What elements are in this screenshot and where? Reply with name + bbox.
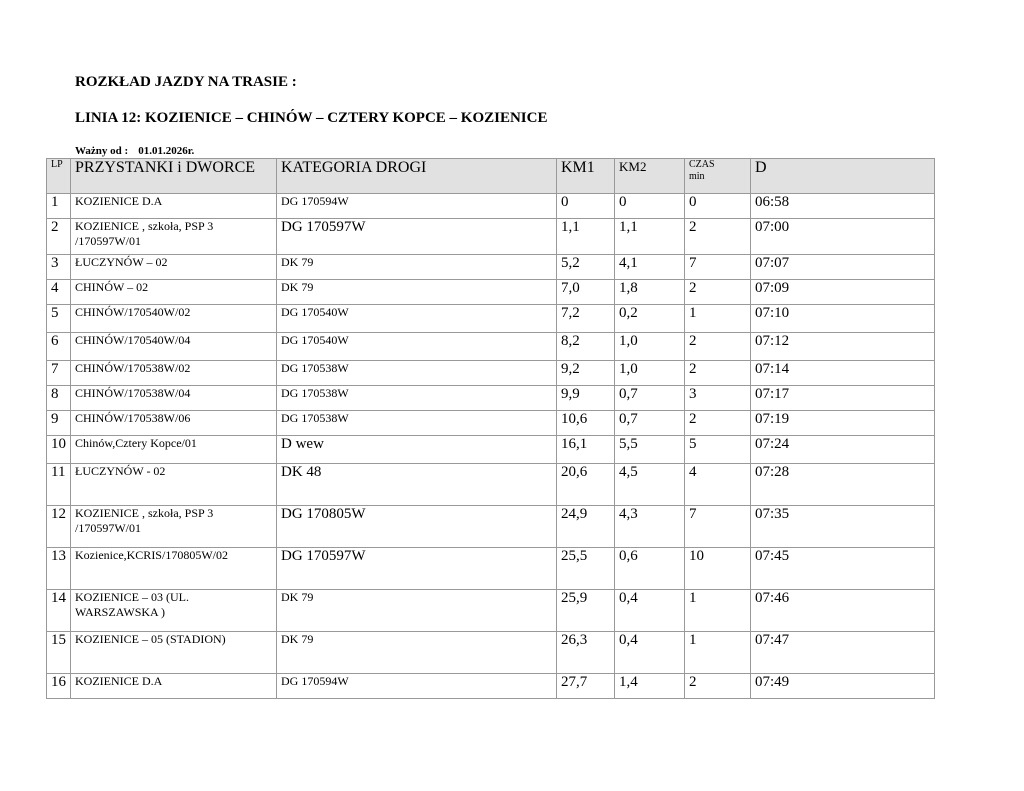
row-lp: 10 bbox=[47, 436, 71, 464]
row-czas: 2 bbox=[685, 219, 751, 255]
row-stop: Chinów,Cztery Kopce/01 bbox=[71, 436, 277, 464]
row-lp: 14 bbox=[47, 590, 71, 632]
row-stop: CHINÓW/170540W/02 bbox=[71, 305, 277, 333]
row-category: DG 170597W bbox=[277, 219, 557, 255]
row-stop: KOZIENICE – 03 (UL. WARSZAWSKA ) bbox=[71, 590, 277, 632]
row-category: DG 170594W bbox=[277, 674, 557, 699]
row-km2: 0,4 bbox=[615, 590, 685, 632]
row-departure: 07:00 bbox=[751, 219, 935, 255]
row-czas: 1 bbox=[685, 632, 751, 674]
row-stop: CHINÓW/170540W/04 bbox=[71, 333, 277, 361]
table-row bbox=[47, 548, 935, 590]
table-row bbox=[47, 305, 935, 333]
table-row bbox=[47, 255, 935, 280]
row-km1: 20,6 bbox=[557, 464, 615, 506]
row-czas: 2 bbox=[685, 280, 751, 305]
row-departure: 07:35 bbox=[751, 506, 935, 548]
row-departure: 07:24 bbox=[751, 436, 935, 464]
row-czas: 2 bbox=[685, 674, 751, 699]
row-departure: 07:09 bbox=[751, 280, 935, 305]
row-stop: ŁUCZYNÓW - 02 bbox=[71, 464, 277, 506]
row-km2: 1,0 bbox=[615, 333, 685, 361]
row-stop: KOZIENICE , szkoła, PSP 3 /170597W/01 bbox=[71, 506, 277, 548]
row-departure: 07:28 bbox=[751, 464, 935, 506]
row-czas: 3 bbox=[685, 386, 751, 411]
row-departure: 07:14 bbox=[751, 361, 935, 386]
row-departure: 06:58 bbox=[751, 194, 935, 219]
column-header-czas bbox=[685, 159, 751, 194]
row-departure: 07:45 bbox=[751, 548, 935, 590]
row-km1: 10,6 bbox=[557, 411, 615, 436]
row-lp: 5 bbox=[47, 305, 71, 333]
row-km1: 25,5 bbox=[557, 548, 615, 590]
row-departure: 07:47 bbox=[751, 632, 935, 674]
valid-date: 01.01.2026r. bbox=[138, 145, 195, 157]
row-czas: 7 bbox=[685, 255, 751, 280]
column-header-km2: KM2 bbox=[615, 159, 685, 194]
row-km2: 5,5 bbox=[615, 436, 685, 464]
row-category: DK 79 bbox=[277, 280, 557, 305]
table-row bbox=[47, 280, 935, 305]
table-header-row bbox=[47, 159, 935, 194]
row-km2: 1,0 bbox=[615, 361, 685, 386]
row-category: DG 170805W bbox=[277, 506, 557, 548]
row-lp: 1 bbox=[47, 194, 71, 219]
row-category: DG 170538W bbox=[277, 386, 557, 411]
row-stop: KOZIENICE – 05 (STADION) bbox=[71, 632, 277, 674]
row-km1: 16,1 bbox=[557, 436, 615, 464]
row-czas: 2 bbox=[685, 361, 751, 386]
row-km2: 0 bbox=[615, 194, 685, 219]
column-header-stops: PRZYSTANKI i DWORCE bbox=[71, 159, 277, 194]
row-km2: 4,5 bbox=[615, 464, 685, 506]
row-departure: 07:17 bbox=[751, 386, 935, 411]
row-km2: 4,1 bbox=[615, 255, 685, 280]
row-stop: KOZIENICE D.A bbox=[71, 674, 277, 699]
schedule-table bbox=[46, 158, 935, 699]
row-km2: 0,7 bbox=[615, 386, 685, 411]
row-stop: ŁUCZYNÓW – 02 bbox=[71, 255, 277, 280]
row-departure: 07:19 bbox=[751, 411, 935, 436]
row-stop: CHINÓW/170538W/02 bbox=[71, 361, 277, 386]
row-lp: 9 bbox=[47, 411, 71, 436]
row-czas: 7 bbox=[685, 506, 751, 548]
row-lp: 4 bbox=[47, 280, 71, 305]
row-czas: 2 bbox=[685, 411, 751, 436]
row-km1: 8,2 bbox=[557, 333, 615, 361]
row-category: DG 170540W bbox=[277, 333, 557, 361]
row-lp: 12 bbox=[47, 506, 71, 548]
table-row bbox=[47, 411, 935, 436]
row-km1: 27,7 bbox=[557, 674, 615, 699]
row-km2: 0,6 bbox=[615, 548, 685, 590]
row-lp: 2 bbox=[47, 219, 71, 255]
row-departure: 07:07 bbox=[751, 255, 935, 280]
row-stop: KOZIENICE , szkoła, PSP 3 /170597W/01 bbox=[71, 219, 277, 255]
row-lp: 8 bbox=[47, 386, 71, 411]
row-departure: 07:46 bbox=[751, 590, 935, 632]
row-departure: 07:10 bbox=[751, 305, 935, 333]
row-stop: CHINÓW/170538W/04 bbox=[71, 386, 277, 411]
table-row bbox=[47, 386, 935, 411]
row-category: DK 79 bbox=[277, 255, 557, 280]
row-km1: 1,1 bbox=[557, 219, 615, 255]
row-km2: 0,7 bbox=[615, 411, 685, 436]
row-km2: 0,2 bbox=[615, 305, 685, 333]
row-km1: 24,9 bbox=[557, 506, 615, 548]
table-row bbox=[47, 632, 935, 674]
row-czas: 2 bbox=[685, 333, 751, 361]
row-category: DG 170597W bbox=[277, 548, 557, 590]
row-departure: 07:49 bbox=[751, 674, 935, 699]
row-czas: 0 bbox=[685, 194, 751, 219]
row-lp: 6 bbox=[47, 333, 71, 361]
row-km1: 5,2 bbox=[557, 255, 615, 280]
row-km1: 7,2 bbox=[557, 305, 615, 333]
table-row bbox=[47, 219, 935, 255]
row-lp: 11 bbox=[47, 464, 71, 506]
column-header-category: KATEGORIA DROGI bbox=[277, 159, 557, 194]
row-km1: 26,3 bbox=[557, 632, 615, 674]
row-lp: 15 bbox=[47, 632, 71, 674]
row-km2: 4,3 bbox=[615, 506, 685, 548]
row-category: DK 48 bbox=[277, 464, 557, 506]
row-czas: 1 bbox=[685, 305, 751, 333]
table-row bbox=[47, 506, 935, 548]
row-category: DK 79 bbox=[277, 590, 557, 632]
row-lp: 3 bbox=[47, 255, 71, 280]
row-lp: 7 bbox=[47, 361, 71, 386]
row-km1: 9,2 bbox=[557, 361, 615, 386]
valid-from bbox=[75, 145, 194, 157]
column-header-km1: KM1 bbox=[557, 159, 615, 194]
table-row bbox=[47, 436, 935, 464]
row-category: D wew bbox=[277, 436, 557, 464]
row-category: DG 170538W bbox=[277, 361, 557, 386]
row-km1: 9,9 bbox=[557, 386, 615, 411]
row-km1: 7,0 bbox=[557, 280, 615, 305]
row-stop: KOZIENICE D.A bbox=[71, 194, 277, 219]
row-km2: 0,4 bbox=[615, 632, 685, 674]
table-row bbox=[47, 333, 935, 361]
valid-label: Ważny od : bbox=[75, 145, 129, 157]
czas-label: CZAS bbox=[689, 159, 715, 170]
row-czas: 4 bbox=[685, 464, 751, 506]
row-czas: 10 bbox=[685, 548, 751, 590]
row-km2: 1,4 bbox=[615, 674, 685, 699]
row-category: DK 79 bbox=[277, 632, 557, 674]
row-category: DG 170594W bbox=[277, 194, 557, 219]
row-km2: 1,1 bbox=[615, 219, 685, 255]
row-stop: CHINÓW/170538W/06 bbox=[71, 411, 277, 436]
table-row bbox=[47, 464, 935, 506]
row-czas: 1 bbox=[685, 590, 751, 632]
column-header-d: D bbox=[751, 159, 935, 194]
table-row bbox=[47, 194, 935, 219]
czas-unit: min bbox=[689, 171, 705, 182]
row-category: DG 170538W bbox=[277, 411, 557, 436]
row-category: DG 170540W bbox=[277, 305, 557, 333]
row-lp: 16 bbox=[47, 674, 71, 699]
row-km1: 25,9 bbox=[557, 590, 615, 632]
row-stop: CHINÓW – 02 bbox=[71, 280, 277, 305]
column-header-lp: LP bbox=[47, 159, 71, 194]
row-departure: 07:12 bbox=[751, 333, 935, 361]
row-czas: 5 bbox=[685, 436, 751, 464]
table-row bbox=[47, 590, 935, 632]
page-title: ROZKŁAD JAZDY NA TRASIE : bbox=[75, 74, 297, 90]
table-row bbox=[47, 674, 935, 699]
line-title: LINIA 12: KOZIENICE – CHINÓW – CZTERY KOPCE – KOZIENICE bbox=[75, 110, 548, 126]
row-stop: Kozienice,KCRIS/170805W/02 bbox=[71, 548, 277, 590]
row-km1: 0 bbox=[557, 194, 615, 219]
row-lp: 13 bbox=[47, 548, 71, 590]
row-km2: 1,8 bbox=[615, 280, 685, 305]
table-row bbox=[47, 361, 935, 386]
